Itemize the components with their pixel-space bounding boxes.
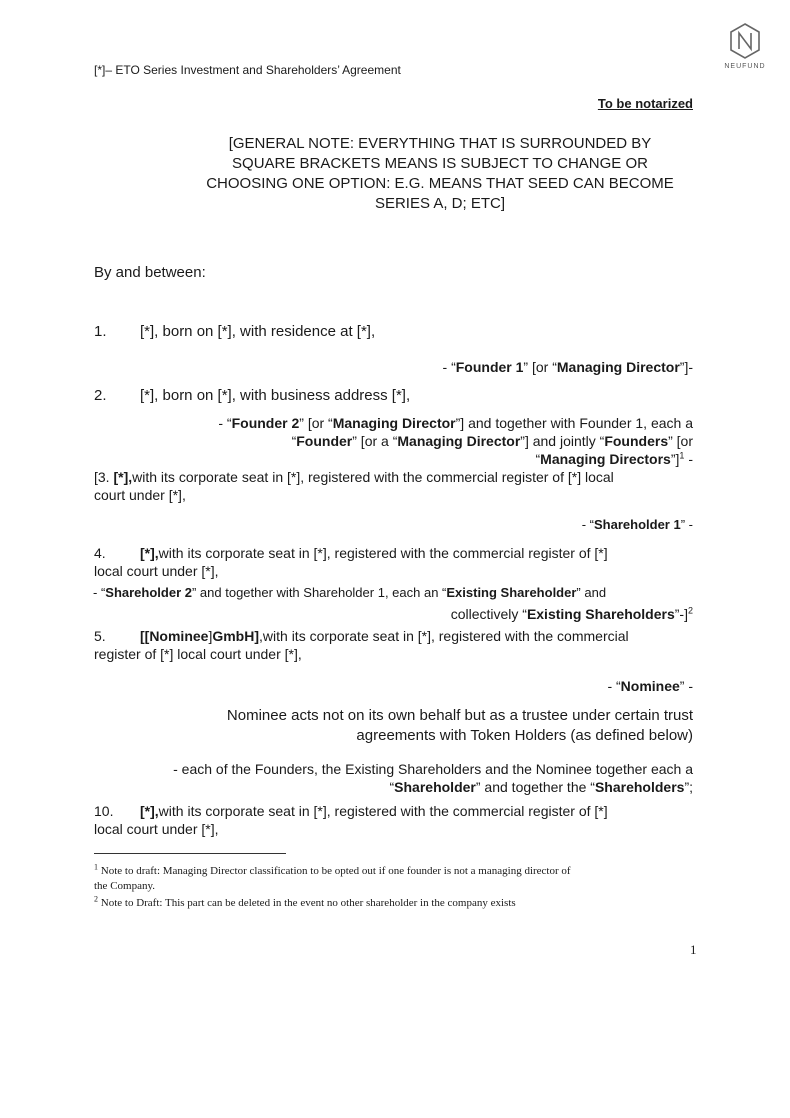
shareholders-definition — [113, 760, 693, 796]
general-note — [94, 134, 786, 214]
party-number: 1. — [94, 323, 107, 340]
logo-text: NEUFUND — [724, 63, 766, 70]
role-text: ”] — [670, 451, 680, 467]
role-line — [93, 584, 693, 602]
party-number: [3. — [94, 469, 114, 485]
footnote-line: the Company. — [94, 880, 155, 892]
role-text: - “ — [218, 415, 232, 431]
role-text: ”] and jointly “ — [520, 433, 605, 449]
party-5-line — [94, 627, 694, 645]
role-text: - “ — [442, 359, 456, 375]
role-line — [73, 605, 693, 623]
party-3-block — [94, 468, 694, 504]
party-1-line — [94, 323, 375, 341]
party-4-line — [94, 544, 694, 562]
role-defined-term: Existing Shareholders — [526, 606, 675, 622]
role-text: ”] and together with Founder 1, each a — [455, 415, 693, 431]
neufund-logo — [720, 22, 770, 70]
role-text: ” [or a “ — [352, 433, 398, 449]
role-text: - “ — [93, 585, 106, 600]
role-defined-term: Shareholder 2 — [105, 585, 192, 600]
party-number: 5. — [94, 628, 106, 644]
role-defined-term: Existing Shareholder — [446, 585, 577, 600]
role-defined-term: Founder 1 — [455, 359, 524, 375]
role-defined-term: Shareholder — [394, 779, 476, 795]
role-text: collectively “ — [450, 606, 527, 622]
role-defined-term: Shareholder 1 — [594, 517, 681, 532]
role-defined-term: Founders — [604, 433, 669, 449]
general-note-line: SQUARE BRACKETS MEANS IS SUBJECT TO CHANGE OR — [232, 155, 648, 172]
role-text: - “ — [607, 678, 621, 694]
role-text: ” [or “ — [299, 415, 333, 431]
party-number: 2. — [94, 387, 107, 404]
party-text: ,with its corporate seat in [*], registered with the commercial — [259, 628, 629, 644]
role-defined-term: Founder 2 — [231, 415, 300, 431]
role-text: “ — [535, 451, 541, 467]
role-line — [133, 432, 693, 450]
role-defined-term: Nominee — [620, 678, 680, 694]
role-defined-term: Managing Director — [332, 415, 456, 431]
party-3-line — [94, 468, 694, 486]
document-header-title: [*]– ETO Series Investment and Shareholders’ Agreement — [94, 63, 401, 77]
party-3-line: court under [*], — [94, 487, 186, 503]
role-defined-term: Managing Director — [397, 433, 521, 449]
party-text: ] — [208, 628, 213, 644]
party-1-role — [443, 358, 693, 376]
footnote-number: 2 — [94, 894, 98, 904]
role-text: ”]- — [679, 359, 693, 375]
by-and-between: By and between: — [94, 264, 206, 281]
party-10-line — [94, 802, 694, 820]
party-3-role — [582, 517, 693, 532]
party-2-role — [133, 414, 693, 468]
party-2-text: [*], born on [*], with business address [*], — [140, 387, 411, 404]
role-line — [133, 414, 693, 432]
role-line — [133, 450, 693, 468]
role-defined-term: Founder — [296, 433, 353, 449]
to-be-notarized-note: To be notarized — [597, 96, 693, 111]
party-4-line: local court under [*], — [94, 563, 219, 579]
party-4-block — [94, 544, 694, 580]
party-number: 10. — [94, 803, 114, 819]
party-1-text: [*], born on [*], with residence at [*], — [140, 323, 376, 340]
nominee-note-line: Nominee acts not on its own behalf but as a trustee under certain trust — [226, 707, 693, 724]
role-text: ” and together with Shareholder 1, each an “ — [191, 585, 447, 600]
party-name: [*], — [140, 803, 159, 819]
role-text: ” and together the “ — [475, 779, 595, 795]
party-name: [*], — [140, 545, 159, 561]
party-name: GmbH] — [212, 628, 260, 644]
general-note-line: CHOOSING ONE OPTION: E.G. MEANS THAT SEED CAN BECOME — [206, 175, 674, 192]
party-5-block — [94, 627, 694, 663]
footnote-line — [94, 864, 694, 879]
page-number: 1 — [690, 942, 697, 957]
party-name: [*], — [113, 469, 133, 485]
footnote-ref: 1 — [679, 450, 685, 461]
party-10-block — [94, 802, 694, 838]
role-text: ”; — [684, 779, 693, 795]
footnote-separator — [94, 853, 286, 854]
footnote-number: 1 — [94, 862, 98, 872]
role-text: - “ — [581, 517, 595, 532]
general-note-line: [GENERAL NOTE: EVERYTHING THAT IS SURROUNDED BY — [228, 135, 652, 152]
party-5-role — [607, 677, 693, 695]
role-text: ”-] — [674, 606, 688, 622]
role-defined-term: Managing Directors — [540, 451, 671, 467]
party-text: with its corporate seat in [*], registered with the commercial register of [*] — [158, 803, 608, 819]
role-text: “ — [291, 433, 297, 449]
footnote-ref: 2 — [687, 605, 693, 616]
footnote-text: Note to draft: Managing Director classification to be opted out if one founder is not a managing director of — [98, 865, 571, 877]
role-defined-term: Shareholders — [594, 779, 685, 795]
footnote-text: Note to Draft: This part can be deleted in the event no other shareholder in the company exists — [98, 897, 516, 909]
role-text: ” [or — [668, 433, 693, 449]
party-number: 4. — [94, 545, 106, 561]
role-text: - — [684, 451, 693, 467]
party-2-line — [94, 387, 410, 405]
role-text: ” - — [680, 517, 693, 532]
role-text: “ — [389, 779, 395, 795]
neufund-logo-icon — [728, 22, 762, 60]
footnote-2 — [94, 896, 694, 911]
party-4-role — [73, 584, 693, 623]
footnote-1 — [94, 864, 694, 894]
definition-line: - each of the Founders, the Existing Shareholders and the Nominee together each a — [173, 761, 693, 777]
party-text: with its corporate seat in [*], registered with the commercial register of [*] — [158, 545, 608, 561]
role-text: ” and — [576, 585, 607, 600]
party-10-line: local court under [*], — [94, 821, 219, 837]
role-text: ” - — [679, 678, 693, 694]
nominee-note — [227, 706, 693, 746]
party-text: with its corporate seat in [*], registered with the commercial register of [*] local — [132, 469, 614, 485]
party-name: [[Nominee — [140, 628, 209, 644]
nominee-note-line: agreements with Token Holders (as defined below) — [356, 727, 693, 744]
general-note-line: SERIES A, D; ETC] — [374, 195, 506, 212]
role-text: ” [or “ — [523, 359, 557, 375]
definition-line — [113, 778, 693, 796]
party-5-line: register of [*] local court under [*], — [94, 646, 302, 662]
role-defined-term: Managing Director — [556, 359, 680, 375]
